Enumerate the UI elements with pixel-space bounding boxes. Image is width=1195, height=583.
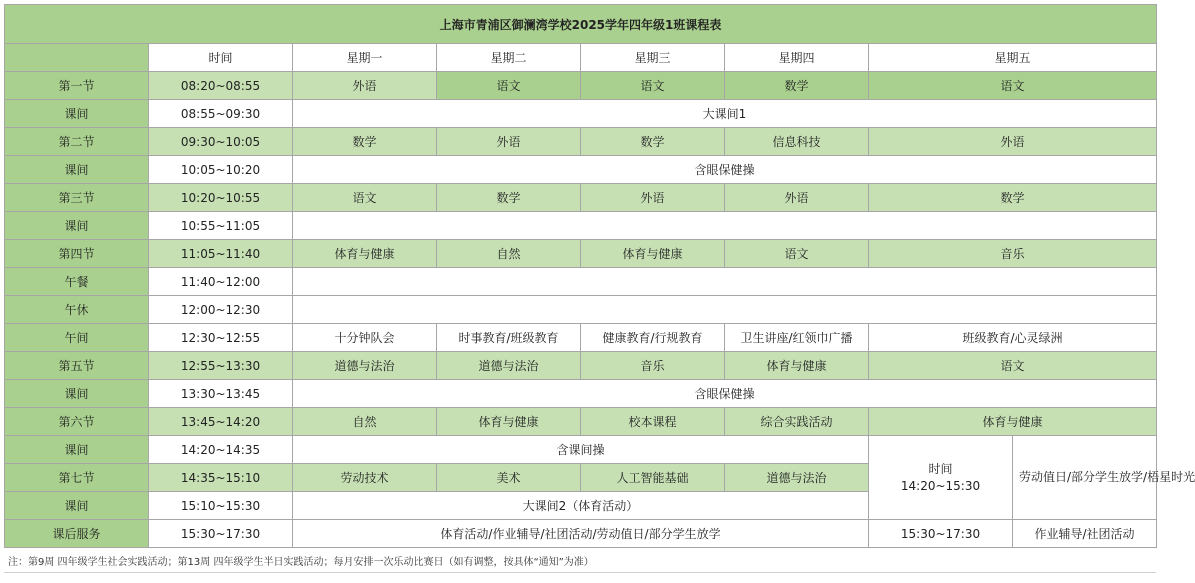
class-cell: 外语 <box>581 184 725 212</box>
break-cell: 大课间2（体育活动） <box>293 492 869 520</box>
class-cell: 卫生讲座/红领巾广播 <box>725 324 869 352</box>
row-label: 午间 <box>5 324 149 352</box>
break-cell <box>293 268 1157 296</box>
friday-time-range: 14:20~15:30 <box>900 478 981 493</box>
class-cell: 体育与健康 <box>293 240 437 268</box>
row-label: 第二节 <box>5 128 149 156</box>
row-time: 13:45~14:20 <box>149 408 293 436</box>
row-label: 第四节 <box>5 240 149 268</box>
row-label: 午餐 <box>5 268 149 296</box>
row-label: 课间 <box>5 212 149 240</box>
row-time: 15:30~17:30 <box>149 520 293 548</box>
table-row <box>5 296 1157 324</box>
class-cell: 美术 <box>437 464 581 492</box>
class-cell: 体育与健康 <box>437 408 581 436</box>
row-time: 10:55~11:05 <box>149 212 293 240</box>
header-row <box>5 44 1157 72</box>
header-tuesday: 星期二 <box>437 44 581 72</box>
friday-service-activity: 作业辅导/社团活动 <box>1013 520 1157 548</box>
class-cell: 自然 <box>293 408 437 436</box>
break-cell: 含眼保健操 <box>293 156 1157 184</box>
break-cell: 含眼保健操 <box>293 380 1157 408</box>
title-row <box>5 5 1157 44</box>
class-cell: 信息科技 <box>725 128 869 156</box>
table-row <box>5 380 1157 408</box>
class-cell: 外语 <box>293 72 437 100</box>
break-cell: 含课间操 <box>293 436 869 464</box>
footnote: 注：第9周 四年级学生社会实践活动；第13周 四年级学生半日实践活动；每月安排一次乐动比赛日（如有调整，按具体“通知”为准） <box>8 557 594 568</box>
row-label: 第六节 <box>5 408 149 436</box>
row-time: 10:20~10:55 <box>149 184 293 212</box>
row-label: 第七节 <box>5 464 149 492</box>
class-cell: 人工智能基础 <box>581 464 725 492</box>
divider <box>4 572 1156 583</box>
class-cell: 时事教育/班级教育 <box>437 324 581 352</box>
class-cell: 道德与法治 <box>437 352 581 380</box>
class-cell: 健康教育/行规教育 <box>581 324 725 352</box>
class-cell: 音乐 <box>581 352 725 380</box>
row-label: 课间 <box>5 436 149 464</box>
table-row <box>5 408 1157 436</box>
row-label: 午休 <box>5 296 149 324</box>
class-cell: 十分钟队会 <box>293 324 437 352</box>
table-row <box>5 520 1157 548</box>
class-cell: 语文 <box>725 240 869 268</box>
class-cell: 道德与法治 <box>293 352 437 380</box>
header-time: 时间 <box>149 44 293 72</box>
row-time: 12:00~12:30 <box>149 296 293 324</box>
header-thursday: 星期四 <box>725 44 869 72</box>
row-label: 第三节 <box>5 184 149 212</box>
header-wednesday: 星期三 <box>581 44 725 72</box>
table-row <box>5 100 1157 128</box>
break-cell: 大课间1 <box>293 100 1157 128</box>
row-label: 课后服务 <box>5 520 149 548</box>
friday-service-time: 15:30~17:30 <box>869 520 1013 548</box>
row-label: 第五节 <box>5 352 149 380</box>
class-cell: 外语 <box>725 184 869 212</box>
row-time: 14:35~15:10 <box>149 464 293 492</box>
class-cell: 语文 <box>869 352 1157 380</box>
row-label: 课间 <box>5 100 149 128</box>
class-cell: 体育与健康 <box>725 352 869 380</box>
row-time: 11:05~11:40 <box>149 240 293 268</box>
row-label: 课间 <box>5 156 149 184</box>
table-row <box>5 436 1157 464</box>
break-cell <box>293 296 1157 324</box>
row-time: 12:55~13:30 <box>149 352 293 380</box>
class-cell: 体育与健康 <box>869 408 1157 436</box>
class-cell: 语文 <box>437 72 581 100</box>
class-cell: 语文 <box>293 184 437 212</box>
row-time: 11:40~12:00 <box>149 268 293 296</box>
class-cell: 数学 <box>725 72 869 100</box>
friday-afternoon-time <box>869 436 1013 520</box>
class-cell: 外语 <box>869 128 1157 156</box>
row-time: 12:30~12:55 <box>149 324 293 352</box>
header-monday: 星期一 <box>293 44 437 72</box>
friday-time-label: 时间 <box>928 461 953 476</box>
class-cell: 外语 <box>437 128 581 156</box>
corner-cell <box>5 44 149 72</box>
row-label: 第一节 <box>5 72 149 100</box>
table-row <box>5 184 1157 212</box>
table-row <box>5 156 1157 184</box>
row-time: 15:10~15:30 <box>149 492 293 520</box>
break-cell <box>293 212 1157 240</box>
class-cell: 数学 <box>437 184 581 212</box>
class-cell: 劳动技术 <box>293 464 437 492</box>
row-time: 13:30~13:45 <box>149 380 293 408</box>
table-row <box>5 352 1157 380</box>
table-row <box>5 324 1157 352</box>
page-title: 上海市青浦区御澜湾学校2025学年四年级1班课程表 <box>5 5 1157 44</box>
class-cell: 体育与健康 <box>581 240 725 268</box>
class-cell: 道德与法治 <box>725 464 869 492</box>
class-cell: 综合实践活动 <box>725 408 869 436</box>
class-cell: 音乐 <box>869 240 1157 268</box>
class-cell: 校本课程 <box>581 408 725 436</box>
class-cell: 数学 <box>293 128 437 156</box>
row-time: 14:20~14:35 <box>149 436 293 464</box>
row-time: 08:20~08:55 <box>149 72 293 100</box>
class-cell: 自然 <box>437 240 581 268</box>
class-cell: 数学 <box>581 128 725 156</box>
class-cell: 班级教育/心灵绿洲 <box>869 324 1157 352</box>
header-friday: 星期五 <box>869 44 1157 72</box>
break-cell: 体育活动/作业辅导/社团活动/劳动值日/部分学生放学 <box>293 520 869 548</box>
table-row <box>5 268 1157 296</box>
row-time: 08:55~09:30 <box>149 100 293 128</box>
class-cell: 数学 <box>869 184 1157 212</box>
class-cell: 语文 <box>869 72 1157 100</box>
row-time: 09:30~10:05 <box>149 128 293 156</box>
table-row <box>5 212 1157 240</box>
class-cell: 语文 <box>581 72 725 100</box>
table-row <box>5 128 1157 156</box>
row-time: 10:05~10:20 <box>149 156 293 184</box>
row-label: 课间 <box>5 492 149 520</box>
friday-afternoon-activity: 劳动值日/部分学生放学/梧星时光 <box>1013 436 1157 520</box>
timetable <box>4 4 1195 548</box>
row-label: 课间 <box>5 380 149 408</box>
table-row <box>5 240 1157 268</box>
table-row <box>5 72 1157 100</box>
